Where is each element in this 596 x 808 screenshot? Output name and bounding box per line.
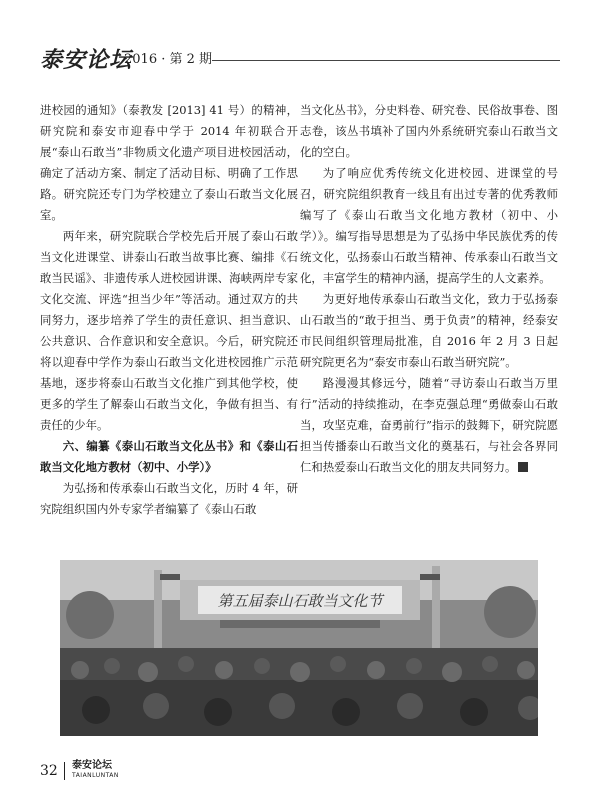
page-header [40, 46, 560, 76]
page-number: 32 [40, 763, 58, 779]
footer-divider [64, 762, 65, 780]
footer-magazine-pinyin: TAIANLUNTAN [72, 772, 119, 779]
footer-magazine-name: 泰安论坛 [72, 760, 112, 771]
right-column [300, 100, 558, 478]
body-paragraph: 为了响应优秀传统文化进校园、进课堂的号召，研究院组织教育一线且有出过专著的优秀教师编写了《泰山石敢当文化地方教材（初中、小学）》。编写指导思想是为了弘扬中华民族优秀的传统文化，弘扬泰山石敢当精神、传承泰山石敢当文化，丰富学生的精神内涵，提高学生的人文素养。 [300, 166, 558, 285]
photo-illustration [60, 560, 538, 736]
body-paragraph: 为更好地传承泰山石敢当文化，致力于弘扬泰山石敢当的“敢于担当、勇于负责”的精神，经泰安市民间组织管理局批准，自 2016 年 2 月 3 日起研究院更名为“泰安市泰山石敢当研究院”。 [300, 292, 558, 369]
issue-label: 2016 · 第 2 期 [124, 52, 213, 67]
body-paragraph [300, 373, 558, 478]
closing-paragraph-text: 路漫漫其修远兮，随着“寻访泰山石敢当万里行”活动的持续推动，在李克强总理“勇做泰山石敢当，攻坚克难，奋勇前行”指示的鼓舞下，研究院愿担当传播泰山石敢当文化的奠基石，与社会各界同仁和热爱泰山石敢当文化的朋友共同努力。 [300, 376, 558, 474]
stage-banner-text: 第五届泰山石敢当文化节 [217, 592, 383, 610]
end-mark-icon [518, 462, 528, 472]
body-paragraph: 为弘扬和传承泰山石敢当文化，历时 4 年，研究院组织国内外专家学者编纂了《泰山石敢 [40, 481, 298, 516]
section-heading: 六、编纂《泰山石敢当文化丛书》和《泰山石敢当文化地方教材（初中、小学）》 [40, 439, 298, 474]
body-paragraph: 当文化丛书》，分史料卷、研究卷、民俗故事卷、图志卷，该丛书填补了国内外系统研究泰山石敢当文化的空白。 [300, 103, 558, 159]
page-footer [40, 760, 560, 790]
left-column [40, 100, 298, 520]
body-paragraph: 进校园的通知》（泰教发 [2013] 41 号）的精神，研究院和泰安市迎春中学于 2014 年初联合开展“泰山石敢当”非物质文化遗产项目进校园活动，确定了活动方案、制定了活动目标、明确了工作思路。研究院还专门为学校建立了泰山石敢当文化展室。 [40, 103, 298, 222]
body-paragraph: 两年来，研究院联合学校先后开展了泰山石敢当文化进课堂、讲泰山石敢当故事比赛、编排《石敢当民谣》、非遗传承人进校园讲课、海峡两岸专家文化交流、评选“担当少年”等活动。通过双方的共同努力，逐步培养了学生的责任意识、担当意识、公共意识、合作意识和安全意识。今后，研究院还将以迎春中学作为泰山石敢当文化进校园推广示范基地，逐步将泰山石敢当文化推广到其他学校，使更多的学生了解泰山石敢当文化，争做有担当、有责任的少年。 [40, 229, 298, 432]
festival-crowd-photo [60, 560, 538, 736]
magazine-name: 泰安论坛 [40, 47, 133, 73]
header-rule [212, 60, 560, 61]
